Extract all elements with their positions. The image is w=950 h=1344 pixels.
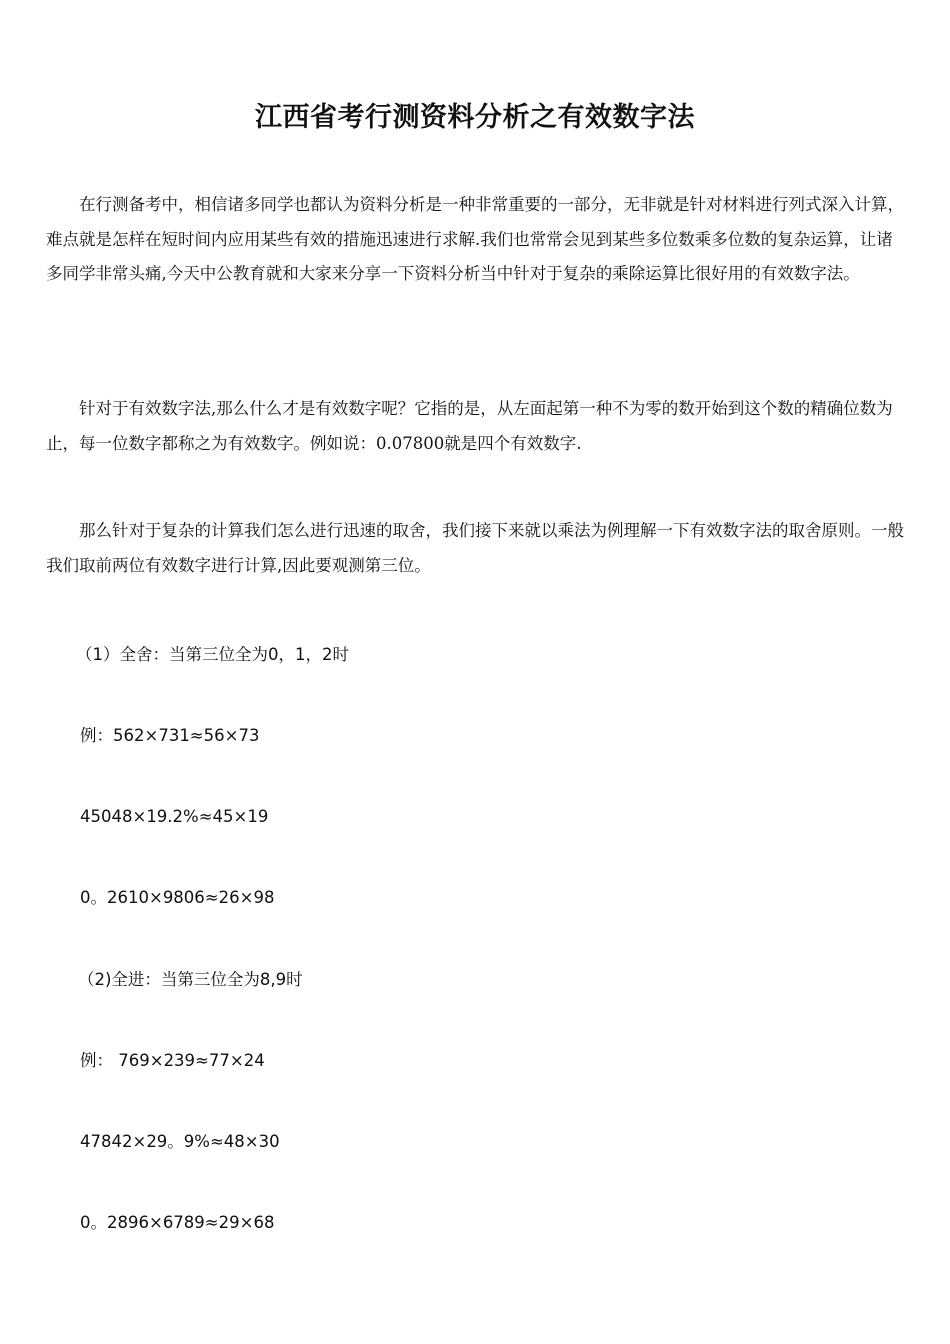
rule1-example-2: 45048×19.2%≈45×19 <box>80 807 269 826</box>
document-title: 江西省考行测资料分析之有效数字法 <box>255 102 695 133</box>
intro-paragraph: 在行测备考中，相信诸多同学也都认为资料分析是一种非常重要的一部分，无非就是针对材料进行列式深入计算，难点就是怎样在短时间内应用某些有效的措施迅速进行求解.我们也常常会见到某些多位数乘多位数的复杂运算，让诸多同学非常头痛,今天中公教育就和大家来分享一下资料分析当中针对于复杂的乘除运算比很好用的有效数字法。 <box>46 195 904 283</box>
rule1-example-1: 例：562×731≈56×73 <box>80 726 260 745</box>
definition-paragraph: 针对于有效数字法,那么什么才是有效数字呢？它指的是，从左面起第一种不为零的数开始到这个数的精确位数为止，每一位数字都称之为有效数字。例如说：0.07800就是四个有效数字. <box>46 399 893 453</box>
rule1-heading: （1）全舍：当第三位全为0，1，2时 <box>76 645 349 664</box>
rule1-example-3: 0。2610×9806≈26×98 <box>80 888 275 907</box>
rule2-example-1: 例： 769×239≈77×24 <box>80 1051 265 1070</box>
rule2-heading: （2)全进：当第三位全为8,9时 <box>78 970 303 989</box>
rule2-example-3: 0。2896×6789≈29×68 <box>80 1213 275 1232</box>
method-paragraph: 那么针对于复杂的计算我们怎么进行迅速的取舍，我们接下来就以乘法为例理解一下有效数字法的取舍原则。一般我们取前两位有效数字进行计算,因此要观测第三位。 <box>46 521 904 575</box>
rule2-example-2: 47842×29。9%≈48×30 <box>80 1132 280 1151</box>
